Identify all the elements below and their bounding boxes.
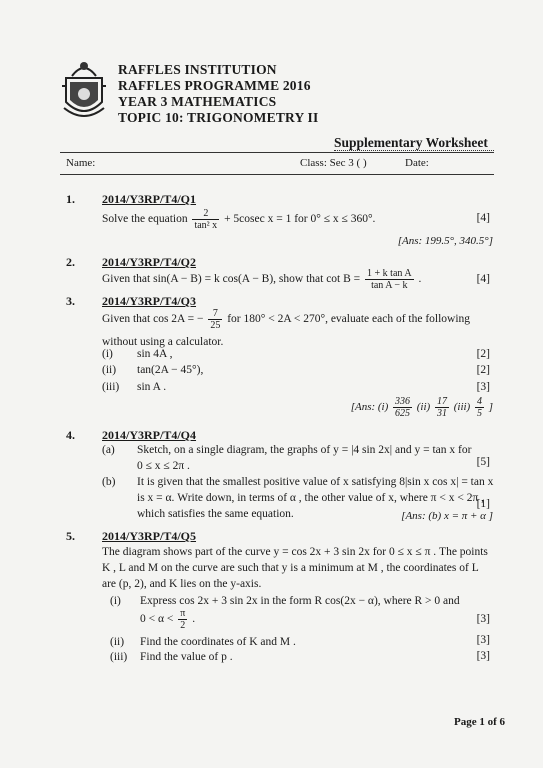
marks: [3] (476, 613, 490, 625)
question-number: 4. (66, 428, 75, 442)
fraction: $\frac{\text{1 + k tan A}}{\text{tan A − k}}$ (367, 268, 412, 291)
marks: [3] (476, 650, 490, 662)
date-label: Date: (405, 157, 429, 169)
question-number: 5. (66, 529, 75, 543)
part-label: (a) (102, 444, 115, 456)
part-label: (i) (102, 348, 113, 360)
question-number: 3. (66, 294, 75, 308)
fraction: $\frac{2}{\text{tan² x}}$ (194, 208, 218, 231)
question-text: The diagram shows part of the curve y = cos 2x + 3 sin 2x for 0 ≤ x ≤ π . The points (102, 546, 488, 558)
question-code: 2014/Y3RP/T4/Q4 (102, 428, 197, 442)
part-text-line2: is x = α. Write down, in terms of α , the other value of x, where π < x < 2π , (137, 492, 485, 504)
question-code: 2014/Y3RP/T4/Q2 (102, 255, 197, 269)
part-label: (iii) (102, 381, 120, 393)
question-text-line2: K , L and M on the curve are such that y is a minimum at M , the coordinates of L (102, 562, 479, 574)
fraction: $\frac{7}{25}$ (210, 308, 221, 331)
part-text-line2: 0 < α < $\frac{\pi}{2}$ . (140, 608, 196, 631)
part-text: Express cos 2x + 3 sin 2x in the form R cos(2x − α), where R > 0 and (140, 595, 460, 607)
name-label: Name: (66, 157, 96, 169)
question-number: 1. (66, 192, 75, 206)
header-top-rule (60, 152, 494, 153)
question-text: Given that sin(A − B) = k cos(A − B), show that cot B = $\frac{\text{1 + k tan A}}{\text{tan A − k}}$ . (102, 268, 422, 291)
part-label: (b) (102, 476, 116, 488)
answer: [Ans: (b) x = π + α ] (401, 510, 493, 522)
marks: [3] (476, 381, 490, 393)
question-code: 2014/Y3RP/T4/Q5 (102, 529, 197, 543)
fraction: $\frac{\pi}{2}$ (180, 608, 186, 631)
topic-title: TOPIC 10: TRIGONOMETRY II (118, 110, 319, 125)
part-text: tan(2A − 45°), (137, 364, 204, 376)
marks: [2] (476, 364, 490, 376)
institution-title: RAFFLES INSTITUTION (118, 62, 277, 77)
subject-title: YEAR 3 MATHEMATICS (118, 94, 277, 109)
part-text-line2: 0 ≤ x ≤ 2π . (137, 460, 190, 472)
part-text-line3: which satisfies the same equation. (137, 508, 294, 520)
question-code: 2014/Y3RP/T4/Q1 (102, 192, 197, 206)
class-label: Class: Sec 3 ( ) (300, 157, 367, 169)
part-label: (i) (110, 595, 121, 607)
header-bottom-rule (60, 174, 494, 175)
question-code: 2014/Y3RP/T4/Q3 (102, 294, 197, 308)
marks: [1] (476, 498, 490, 510)
page-number: Page 1 of 6 (453, 716, 505, 728)
marks: [4] (476, 273, 490, 285)
question-text-line2: without using a calculator. (102, 336, 224, 348)
part-text: sin A . (137, 381, 167, 393)
part-label: (ii) (110, 636, 125, 648)
part-label: (ii) (102, 364, 117, 376)
answer: [Ans: (i) $\frac{336}{625}$ (ii) $\frac{17}{31}$ (iii) $\frac{4}{5}$ ] (350, 396, 493, 419)
answer: [Ans: 199.5°, 340.5°] (397, 235, 493, 247)
worksheet-subtitle: Supplementary Worksheet (334, 135, 488, 150)
question-text-line3: are (p, 2), and K lies on the y-axis. (102, 578, 262, 590)
part-text: Sketch, on a single diagram, the graphs of y = |4 sin 2x| and y = tan x for (137, 444, 472, 456)
part-text: Find the coordinates of K and M . (140, 636, 296, 648)
question-text: Given that cos 2A = − $\frac{7}{25}$ for 180° < 2A < 270°, evaluate each of the following (102, 308, 471, 331)
question-text: Solve the equation $\frac{2}{\text{tan² x}}$ + 5cosec x = 1 for 0° ≤ x ≤ 360°. (102, 208, 376, 231)
part-text: It is given that the smallest positive value of x satisfying 8|sin x cos x| = tan x (137, 476, 494, 488)
part-text: sin 4A , (137, 348, 173, 360)
subtitle-underline (334, 150, 494, 151)
marks: [2] (476, 348, 490, 360)
marks: [5] (476, 456, 490, 468)
programme-title: RAFFLES PROGRAMME 2016 (118, 78, 311, 93)
question-number: 2. (66, 255, 75, 269)
part-text: Find the value of p . (140, 651, 233, 663)
marks: [4] (476, 212, 490, 224)
marks: [3] (476, 634, 490, 646)
school-crest-logo (60, 58, 108, 124)
part-label: (iii) (110, 651, 128, 663)
